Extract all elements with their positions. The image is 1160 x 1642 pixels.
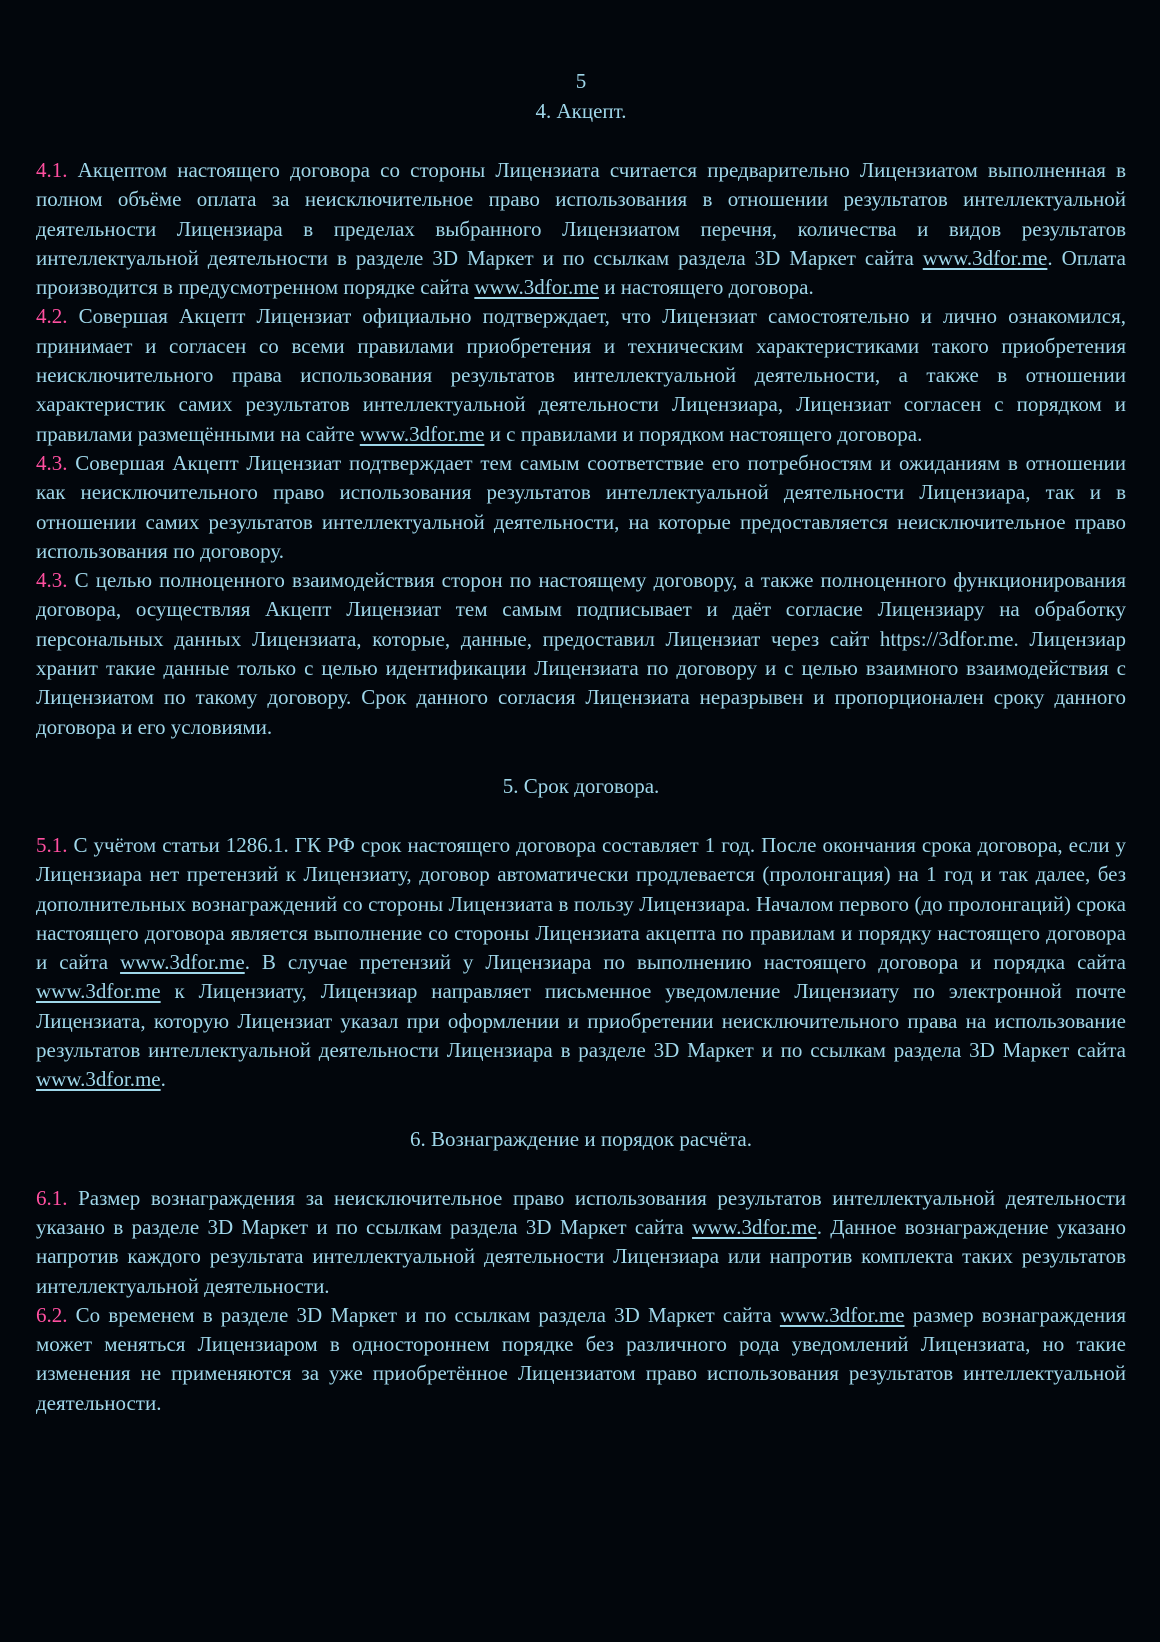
clause-text: Акцептом настоящего договора со стороны Лицензиата считается предварительно Лицензиатом выполненная в полном объёме оплата за неисключительное право использования в отношении результатов интеллектуальной деятельности Лицензиара в пределах выбранного Лицензиатом перечня, количества и видов результатов интеллектуальной деятельности в разделе 3D Маркет и по ссылкам раздела 3D Маркет сайта <box>36 158 1126 270</box>
clause-number: 4.3. <box>36 450 68 475</box>
clause-number: 4.3. <box>36 568 68 593</box>
clause-number: 4.1. <box>36 158 68 182</box>
site-link[interactable]: www.3dfor.me <box>474 275 599 300</box>
site-link[interactable]: www.3dfor.me <box>36 1067 161 1092</box>
clause-6-1 <box>36 1184 1126 1301</box>
clause-text: . Оплата производится в предусмотренном порядке сайта <box>36 245 1126 300</box>
clause-4-3 <box>36 449 1126 566</box>
clause-text: к Лицензиату, Лицензиар направляет письменное уведомление Лицензиату по электронной почте Лицензиата, которую Лицензиат указал при оформлении и приобретении неисключительного права на использование результатов интеллектуальной деятельности Лицензиара в разделе 3D Маркет и по ссылкам раздела 3D Маркет сайта <box>36 979 1126 1063</box>
clause-text: Размер вознаграждения за неисключительное право использования результатов интеллектуальной деятельности указано в разделе 3D Маркет и по ссылкам раздела 3D Маркет сайта <box>36 1185 1126 1239</box>
clause-text: С целью полноценного взаимодействия сторон по настоящему договору, а также полноценного функционирования договора, осуществляя Акцепт Лицензиат тем самым подписывает и даёт согласие Лицензиару на обработку персональных данных Лицензиата, которые, данные, предоставил Лицензиат через сайт https://3dfor.me. Лицензиар хранит такие данные только с целью идентификации Лицензиата по договору и с целью взаимного взаимодействия с Лицензиатом по такому договору. Срок данного согласия Лицензиата неразрывен и пропорционален сроку данного договора и его условиями. <box>36 568 1126 739</box>
clause-number: 5.1. <box>36 832 68 857</box>
document-page <box>36 66 1126 1418</box>
clause-text: Совершая Акцепт Лицензиат официально подтверждает, что Лицензиат самостоятельно и лично ознакомился, принимает и согласен со всеми правилами приобретения и техническим характеристиками такого приобретения неисключительного права использования результатов интеллектуальной деятельности, а также в отношении характеристик самих результатов интеллектуальной деятельности Лицензиара, Лицензиат согласен с порядком и правилами размещёнными на сайте <box>36 304 1126 446</box>
clause-text: Совершая Акцепт Лицензиат подтверждает тем самым соответствие его потребностям и ожиданиям в отношении как неисключительного право использования результатов интеллектуальной деятельности Лицензиара, так и в отношении самих результатов интеллектуальной деятельности, на которые предоставляется неисключительное право использования по договору. <box>36 450 1126 563</box>
clause-text: и с правилами и порядком настоящего договора. <box>484 421 923 446</box>
page-number: 5 <box>575 69 587 93</box>
clause-6-2 <box>36 1301 1126 1418</box>
clause-text: и настоящего договора. <box>598 275 814 300</box>
spacer <box>36 1154 1126 1184</box>
spacer <box>36 801 1126 831</box>
clause-4-3-personal-data <box>36 566 1126 742</box>
clause-text: . В случае претензий у Лицензиара по выполнению настоящего договора и порядка сайта <box>244 950 1126 975</box>
site-link[interactable]: www.3dfor.me <box>692 1214 817 1239</box>
site-link[interactable]: www.3dfor.me <box>36 979 161 1004</box>
site-link[interactable]: www.3dfor.me <box>922 245 1048 270</box>
section-title-remuneration: 6. Вознаграждение и порядок расчёта. <box>410 1126 752 1151</box>
site-link[interactable]: www.3dfor.me <box>359 421 485 446</box>
section-title-acceptance: 4. Акцепт. <box>535 99 627 123</box>
clause-text: С учётом статьи 1286.1. ГК РФ срок настоящего договора составляет 1 год. После окончания срока договора, если у Лицензиара нет претензий к Лицензиату, договор автоматически продлевается (пролонгация) на 1 год и так далее, без дополнительных вознаграждений со стороны Лицензиата в пользу Лицензиара. Началом первого (до пролонгаций) срока настоящего договора является выполнение со стороны Лицензиата акцепта по правилам и порядку настоящего договора и сайта <box>36 832 1126 975</box>
clause-4-2 <box>36 302 1126 448</box>
clause-number: 4.2. <box>36 304 68 329</box>
site-link[interactable]: www.3dfor.me <box>120 950 245 975</box>
clause-4-1 <box>36 156 1126 302</box>
clause-text: размер вознаграждения может меняться Лицензиаром в одностороннем порядке без различного рода уведомлений Лицензиата, но такие изменения не применяются за уже приобретённое Лицензиатом право использования результатов интеллектуальной деятельности. <box>36 1302 1127 1415</box>
spacer <box>36 126 1126 156</box>
clause-5-1 <box>36 831 1126 1095</box>
clause-text: . <box>160 1067 166 1092</box>
clause-text: Со временем в разделе 3D Маркет и по ссылкам раздела 3D Маркет сайта <box>67 1302 780 1327</box>
site-link[interactable]: www.3dfor.me <box>779 1302 905 1327</box>
clause-text: . Данное вознаграждение указано напротив каждого результата интеллектуальной деятельности Лицензиара или напротив комплекта таких результатов интеллектуальной деятельности. <box>36 1214 1127 1298</box>
clause-number: 6.2. <box>36 1302 68 1327</box>
section-title-term: 5. Срок договора. <box>502 773 660 798</box>
clause-number: 6.1. <box>36 1185 68 1210</box>
